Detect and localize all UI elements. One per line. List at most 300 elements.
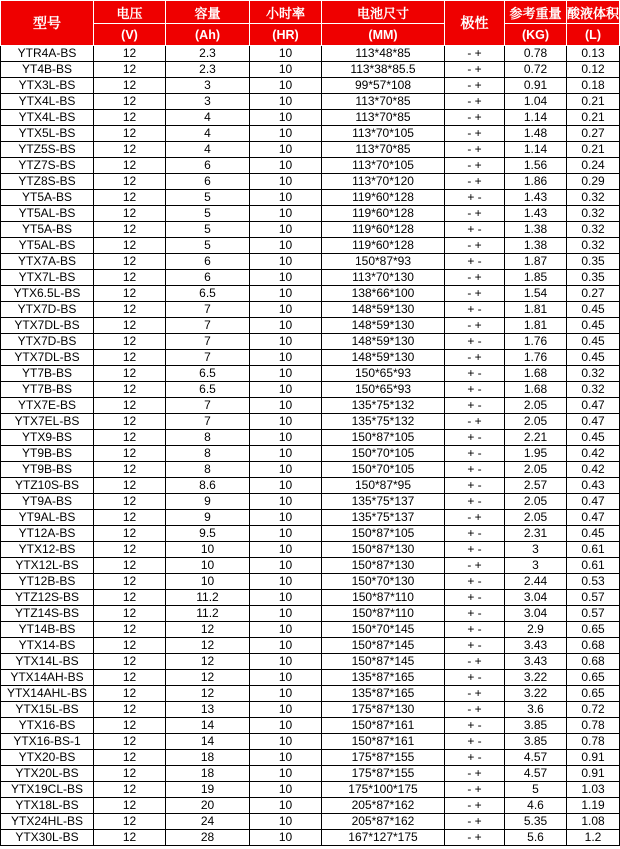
table-row <box>1 78 620 94</box>
cell-model: YTX20-BS <box>1 750 94 766</box>
cell-weight: 0.78 <box>505 46 567 62</box>
cell-acid-volume: 0.21 <box>567 94 620 110</box>
cell-acid-volume: 0.47 <box>567 494 620 510</box>
cell-acid-volume: 0.57 <box>567 590 620 606</box>
cell-voltage: 12 <box>94 302 166 318</box>
header-weight-unit: (KG) <box>505 24 567 46</box>
cell-model: YTX14AH-BS <box>1 670 94 686</box>
cell-rate: 10 <box>250 206 322 222</box>
cell-weight: 4.6 <box>505 798 567 814</box>
cell-acid-volume: 0.42 <box>567 446 620 462</box>
cell-acid-volume: 0.32 <box>567 222 620 238</box>
cell-weight: 3.22 <box>505 686 567 702</box>
cell-rate: 10 <box>250 46 322 62</box>
header-model: 型号 <box>1 1 94 46</box>
cell-polarity: - + <box>445 414 505 430</box>
cell-rate: 10 <box>250 638 322 654</box>
cell-polarity: - + <box>445 510 505 526</box>
table-row <box>1 286 620 302</box>
cell-rate: 10 <box>250 430 322 446</box>
table-row <box>1 142 620 158</box>
table-row <box>1 382 620 398</box>
cell-polarity: - + <box>445 94 505 110</box>
cell-capacity: 7 <box>166 318 250 334</box>
cell-polarity: - + <box>445 270 505 286</box>
cell-polarity: + - <box>445 190 505 206</box>
cell-weight: 1.14 <box>505 142 567 158</box>
cell-rate: 10 <box>250 814 322 830</box>
cell-acid-volume: 0.32 <box>567 206 620 222</box>
cell-model: YTZ12S-BS <box>1 590 94 606</box>
cell-acid-volume: 0.24 <box>567 158 620 174</box>
cell-weight: 3.43 <box>505 654 567 670</box>
table-row <box>1 158 620 174</box>
cell-acid-volume: 0.35 <box>567 254 620 270</box>
cell-polarity: + - <box>445 222 505 238</box>
cell-dimensions: 135*75*132 <box>322 414 445 430</box>
cell-weight: 2.9 <box>505 622 567 638</box>
cell-voltage: 12 <box>94 222 166 238</box>
cell-voltage: 12 <box>94 782 166 798</box>
cell-acid-volume: 1.19 <box>567 798 620 814</box>
table-row <box>1 174 620 190</box>
cell-voltage: 12 <box>94 238 166 254</box>
cell-rate: 10 <box>250 462 322 478</box>
cell-capacity: 6 <box>166 254 250 270</box>
table-row <box>1 750 620 766</box>
cell-weight: 3.04 <box>505 590 567 606</box>
cell-rate: 10 <box>250 718 322 734</box>
cell-model: YTX7E-BS <box>1 398 94 414</box>
cell-capacity: 24 <box>166 814 250 830</box>
cell-acid-volume: 0.72 <box>567 702 620 718</box>
table-row <box>1 686 620 702</box>
cell-acid-volume: 0.45 <box>567 430 620 446</box>
cell-dimensions: 167*127*175 <box>322 830 445 846</box>
table-row <box>1 606 620 622</box>
cell-acid-volume: 0.45 <box>567 350 620 366</box>
cell-model: YTX19CL-BS <box>1 782 94 798</box>
cell-acid-volume: 0.12 <box>567 62 620 78</box>
cell-model: YTX7L-BS <box>1 270 94 286</box>
cell-rate: 10 <box>250 62 322 78</box>
table-row <box>1 590 620 606</box>
cell-capacity: 7 <box>166 414 250 430</box>
cell-dimensions: 113*38*85.5 <box>322 62 445 78</box>
cell-rate: 10 <box>250 622 322 638</box>
cell-dimensions: 150*87*105 <box>322 526 445 542</box>
table-row <box>1 814 620 830</box>
cell-rate: 10 <box>250 766 322 782</box>
cell-dimensions: 113*70*85 <box>322 142 445 158</box>
cell-dimensions: 150*65*93 <box>322 366 445 382</box>
table-row <box>1 718 620 734</box>
cell-dimensions: 135*75*132 <box>322 398 445 414</box>
cell-voltage: 12 <box>94 174 166 190</box>
cell-capacity: 19 <box>166 782 250 798</box>
cell-weight: 3 <box>505 542 567 558</box>
cell-weight: 3.85 <box>505 734 567 750</box>
cell-weight: 1.76 <box>505 334 567 350</box>
cell-rate: 10 <box>250 830 322 846</box>
cell-acid-volume: 0.47 <box>567 510 620 526</box>
cell-polarity: + - <box>445 606 505 622</box>
cell-weight: 3 <box>505 558 567 574</box>
cell-polarity: - + <box>445 318 505 334</box>
cell-weight: 3.6 <box>505 702 567 718</box>
table-row <box>1 446 620 462</box>
cell-dimensions: 175*87*155 <box>322 750 445 766</box>
cell-voltage: 12 <box>94 398 166 414</box>
table-row <box>1 366 620 382</box>
cell-weight: 1.76 <box>505 350 567 366</box>
table-row <box>1 574 620 590</box>
cell-polarity: - + <box>445 126 505 142</box>
cell-dimensions: 148*59*130 <box>322 350 445 366</box>
cell-weight: 1.54 <box>505 286 567 302</box>
cell-rate: 10 <box>250 750 322 766</box>
table-row <box>1 478 620 494</box>
header-polarity: 极性 <box>445 1 505 46</box>
cell-dimensions: 119*60*128 <box>322 190 445 206</box>
cell-model: YTX16-BS <box>1 718 94 734</box>
cell-capacity: 14 <box>166 734 250 750</box>
cell-weight: 5 <box>505 782 567 798</box>
cell-capacity: 13 <box>166 702 250 718</box>
cell-weight: 1.38 <box>505 222 567 238</box>
cell-rate: 10 <box>250 526 322 542</box>
cell-voltage: 12 <box>94 510 166 526</box>
cell-capacity: 18 <box>166 750 250 766</box>
cell-rate: 10 <box>250 286 322 302</box>
table-row <box>1 510 620 526</box>
cell-polarity: - + <box>445 766 505 782</box>
cell-acid-volume: 0.13 <box>567 46 620 62</box>
cell-polarity: - + <box>445 814 505 830</box>
cell-acid-volume: 0.61 <box>567 542 620 558</box>
cell-polarity: + - <box>445 750 505 766</box>
table-row <box>1 638 620 654</box>
cell-acid-volume: 0.32 <box>567 382 620 398</box>
cell-weight: 1.43 <box>505 206 567 222</box>
cell-rate: 10 <box>250 398 322 414</box>
cell-weight: 1.85 <box>505 270 567 286</box>
cell-polarity: - + <box>445 78 505 94</box>
cell-weight: 5.35 <box>505 814 567 830</box>
cell-model: YT5A-BS <box>1 222 94 238</box>
cell-capacity: 8 <box>166 462 250 478</box>
cell-capacity: 5 <box>166 206 250 222</box>
table-row <box>1 334 620 350</box>
header-dimensions-unit: (MM) <box>322 24 445 46</box>
cell-weight: 3.43 <box>505 638 567 654</box>
cell-weight: 4.57 <box>505 750 567 766</box>
cell-acid-volume: 0.27 <box>567 286 620 302</box>
cell-model: YTX20L-BS <box>1 766 94 782</box>
cell-capacity: 6 <box>166 174 250 190</box>
cell-rate: 10 <box>250 590 322 606</box>
cell-capacity: 10 <box>166 558 250 574</box>
cell-acid-volume: 0.78 <box>567 734 620 750</box>
cell-polarity: + - <box>445 638 505 654</box>
cell-capacity: 6 <box>166 158 250 174</box>
cell-polarity: + - <box>445 478 505 494</box>
cell-polarity: - + <box>445 46 505 62</box>
cell-voltage: 12 <box>94 366 166 382</box>
cell-voltage: 12 <box>94 654 166 670</box>
cell-weight: 1.68 <box>505 382 567 398</box>
cell-capacity: 12 <box>166 654 250 670</box>
cell-dimensions: 205*87*162 <box>322 798 445 814</box>
cell-voltage: 12 <box>94 126 166 142</box>
cell-rate: 10 <box>250 350 322 366</box>
cell-weight: 1.04 <box>505 94 567 110</box>
cell-rate: 10 <box>250 254 322 270</box>
cell-acid-volume: 0.18 <box>567 78 620 94</box>
header-dimensions: 电池尺寸 <box>322 1 445 24</box>
cell-model: YTX4L-BS <box>1 110 94 126</box>
cell-rate: 10 <box>250 494 322 510</box>
cell-voltage: 12 <box>94 286 166 302</box>
cell-polarity: + - <box>445 462 505 478</box>
cell-capacity: 5 <box>166 222 250 238</box>
table-row <box>1 126 620 142</box>
cell-capacity: 7 <box>166 334 250 350</box>
cell-polarity: - + <box>445 238 505 254</box>
cell-dimensions: 99*57*108 <box>322 78 445 94</box>
cell-polarity: + - <box>445 494 505 510</box>
cell-model: YTZ5S-BS <box>1 142 94 158</box>
cell-polarity: + - <box>445 526 505 542</box>
cell-model: YT12B-BS <box>1 574 94 590</box>
cell-polarity: - + <box>445 702 505 718</box>
cell-rate: 10 <box>250 318 322 334</box>
cell-acid-volume: 0.29 <box>567 174 620 190</box>
cell-weight: 2.21 <box>505 430 567 446</box>
cell-dimensions: 175*100*175 <box>322 782 445 798</box>
cell-voltage: 12 <box>94 814 166 830</box>
cell-voltage: 12 <box>94 526 166 542</box>
cell-acid-volume: 0.65 <box>567 670 620 686</box>
cell-polarity: - + <box>445 686 505 702</box>
cell-acid-volume: 0.68 <box>567 654 620 670</box>
cell-capacity: 20 <box>166 798 250 814</box>
cell-capacity: 6.5 <box>166 286 250 302</box>
cell-polarity: + - <box>445 622 505 638</box>
header-acid-volume-unit: (L) <box>567 24 620 46</box>
cell-voltage: 12 <box>94 334 166 350</box>
cell-dimensions: 119*60*128 <box>322 238 445 254</box>
table-row <box>1 94 620 110</box>
cell-acid-volume: 0.42 <box>567 462 620 478</box>
cell-acid-volume: 1.08 <box>567 814 620 830</box>
cell-voltage: 12 <box>94 62 166 78</box>
cell-weight: 2.05 <box>505 462 567 478</box>
cell-dimensions: 148*59*130 <box>322 318 445 334</box>
cell-acid-volume: 0.78 <box>567 718 620 734</box>
cell-model: YT7B-BS <box>1 366 94 382</box>
cell-rate: 10 <box>250 478 322 494</box>
cell-dimensions: 175*87*155 <box>322 766 445 782</box>
cell-capacity: 14 <box>166 718 250 734</box>
cell-capacity: 28 <box>166 830 250 846</box>
cell-dimensions: 150*87*161 <box>322 734 445 750</box>
cell-capacity: 9.5 <box>166 526 250 542</box>
cell-rate: 10 <box>250 158 322 174</box>
cell-dimensions: 150*87*95 <box>322 478 445 494</box>
cell-model: YTX12-BS <box>1 542 94 558</box>
cell-rate: 10 <box>250 670 322 686</box>
cell-capacity: 3 <box>166 94 250 110</box>
table-row <box>1 254 620 270</box>
cell-capacity: 6 <box>166 270 250 286</box>
table-row <box>1 398 620 414</box>
cell-weight: 1.86 <box>505 174 567 190</box>
cell-polarity: + - <box>445 446 505 462</box>
cell-acid-volume: 0.91 <box>567 750 620 766</box>
cell-weight: 2.05 <box>505 510 567 526</box>
cell-dimensions: 150*65*93 <box>322 382 445 398</box>
cell-acid-volume: 0.45 <box>567 526 620 542</box>
cell-dimensions: 135*75*137 <box>322 510 445 526</box>
cell-voltage: 12 <box>94 110 166 126</box>
table-row <box>1 766 620 782</box>
cell-voltage: 12 <box>94 254 166 270</box>
table-row <box>1 46 620 62</box>
cell-capacity: 10 <box>166 574 250 590</box>
cell-voltage: 12 <box>94 142 166 158</box>
cell-model: YT14B-BS <box>1 622 94 638</box>
cell-dimensions: 205*87*162 <box>322 814 445 830</box>
cell-dimensions: 135*75*137 <box>322 494 445 510</box>
cell-voltage: 12 <box>94 382 166 398</box>
cell-model: YT9B-BS <box>1 462 94 478</box>
cell-rate: 10 <box>250 782 322 798</box>
cell-polarity: - + <box>445 654 505 670</box>
cell-model: YTX14-BS <box>1 638 94 654</box>
cell-model: YTX14AHL-BS <box>1 686 94 702</box>
cell-dimensions: 119*60*128 <box>322 222 445 238</box>
table-row <box>1 222 620 238</box>
cell-dimensions: 113*70*105 <box>322 126 445 142</box>
cell-dimensions: 148*59*130 <box>322 302 445 318</box>
cell-polarity: - + <box>445 286 505 302</box>
cell-dimensions: 150*87*145 <box>322 638 445 654</box>
cell-voltage: 12 <box>94 270 166 286</box>
cell-voltage: 12 <box>94 318 166 334</box>
cell-voltage: 12 <box>94 350 166 366</box>
cell-dimensions: 150*87*110 <box>322 590 445 606</box>
cell-model: YT4B-BS <box>1 62 94 78</box>
cell-voltage: 12 <box>94 46 166 62</box>
cell-voltage: 12 <box>94 574 166 590</box>
cell-model: YTX3L-BS <box>1 78 94 94</box>
cell-capacity: 10 <box>166 542 250 558</box>
cell-voltage: 12 <box>94 798 166 814</box>
cell-rate: 10 <box>250 366 322 382</box>
header-voltage-unit: (V) <box>94 24 166 46</box>
cell-weight: 3.04 <box>505 606 567 622</box>
header-voltage: 电压 <box>94 1 166 24</box>
cell-dimensions: 150*87*161 <box>322 718 445 734</box>
cell-capacity: 8 <box>166 446 250 462</box>
cell-polarity: + - <box>445 670 505 686</box>
table-row <box>1 494 620 510</box>
table-row <box>1 622 620 638</box>
cell-voltage: 12 <box>94 638 166 654</box>
cell-acid-volume: 0.21 <box>567 110 620 126</box>
cell-weight: 1.95 <box>505 446 567 462</box>
cell-acid-volume: 0.47 <box>567 414 620 430</box>
cell-rate: 10 <box>250 606 322 622</box>
cell-acid-volume: 0.53 <box>567 574 620 590</box>
cell-rate: 10 <box>250 446 322 462</box>
cell-polarity: + - <box>445 574 505 590</box>
cell-polarity: - + <box>445 110 505 126</box>
cell-weight: 1.14 <box>505 110 567 126</box>
cell-dimensions: 113*70*85 <box>322 94 445 110</box>
cell-voltage: 12 <box>94 190 166 206</box>
cell-dimensions: 138*66*100 <box>322 286 445 302</box>
cell-voltage: 12 <box>94 78 166 94</box>
cell-model: YTZ8S-BS <box>1 174 94 190</box>
cell-weight: 0.91 <box>505 78 567 94</box>
cell-model: YTX12L-BS <box>1 558 94 574</box>
cell-capacity: 8 <box>166 430 250 446</box>
cell-rate: 10 <box>250 174 322 190</box>
cell-capacity: 11.2 <box>166 590 250 606</box>
cell-weight: 1.81 <box>505 318 567 334</box>
cell-acid-volume: 0.57 <box>567 606 620 622</box>
cell-model: YT9AL-BS <box>1 510 94 526</box>
cell-model: YTR4A-BS <box>1 46 94 62</box>
cell-polarity: + - <box>445 734 505 750</box>
table-row <box>1 302 620 318</box>
cell-dimensions: 113*70*105 <box>322 158 445 174</box>
cell-polarity: + - <box>445 366 505 382</box>
table-row <box>1 830 620 846</box>
cell-model: YT12A-BS <box>1 526 94 542</box>
cell-dimensions: 113*70*130 <box>322 270 445 286</box>
cell-voltage: 12 <box>94 734 166 750</box>
cell-rate: 10 <box>250 734 322 750</box>
cell-weight: 1.48 <box>505 126 567 142</box>
cell-model: YTX14L-BS <box>1 654 94 670</box>
cell-model: YTX7DL-BS <box>1 318 94 334</box>
header-capacity-unit: (Ah) <box>166 24 250 46</box>
table-row <box>1 430 620 446</box>
cell-acid-volume: 0.68 <box>567 638 620 654</box>
table-row <box>1 462 620 478</box>
cell-polarity: - + <box>445 142 505 158</box>
table-body <box>1 46 620 846</box>
cell-capacity: 2.3 <box>166 46 250 62</box>
cell-acid-volume: 0.65 <box>567 622 620 638</box>
cell-rate: 10 <box>250 654 322 670</box>
cell-dimensions: 175*87*130 <box>322 702 445 718</box>
cell-polarity: + - <box>445 590 505 606</box>
table-row <box>1 542 620 558</box>
cell-weight: 2.57 <box>505 478 567 494</box>
table-row <box>1 670 620 686</box>
cell-acid-volume: 0.61 <box>567 558 620 574</box>
table-row <box>1 270 620 286</box>
cell-model: YTX9-BS <box>1 430 94 446</box>
cell-capacity: 6.5 <box>166 366 250 382</box>
cell-rate: 10 <box>250 142 322 158</box>
cell-voltage: 12 <box>94 446 166 462</box>
cell-voltage: 12 <box>94 206 166 222</box>
